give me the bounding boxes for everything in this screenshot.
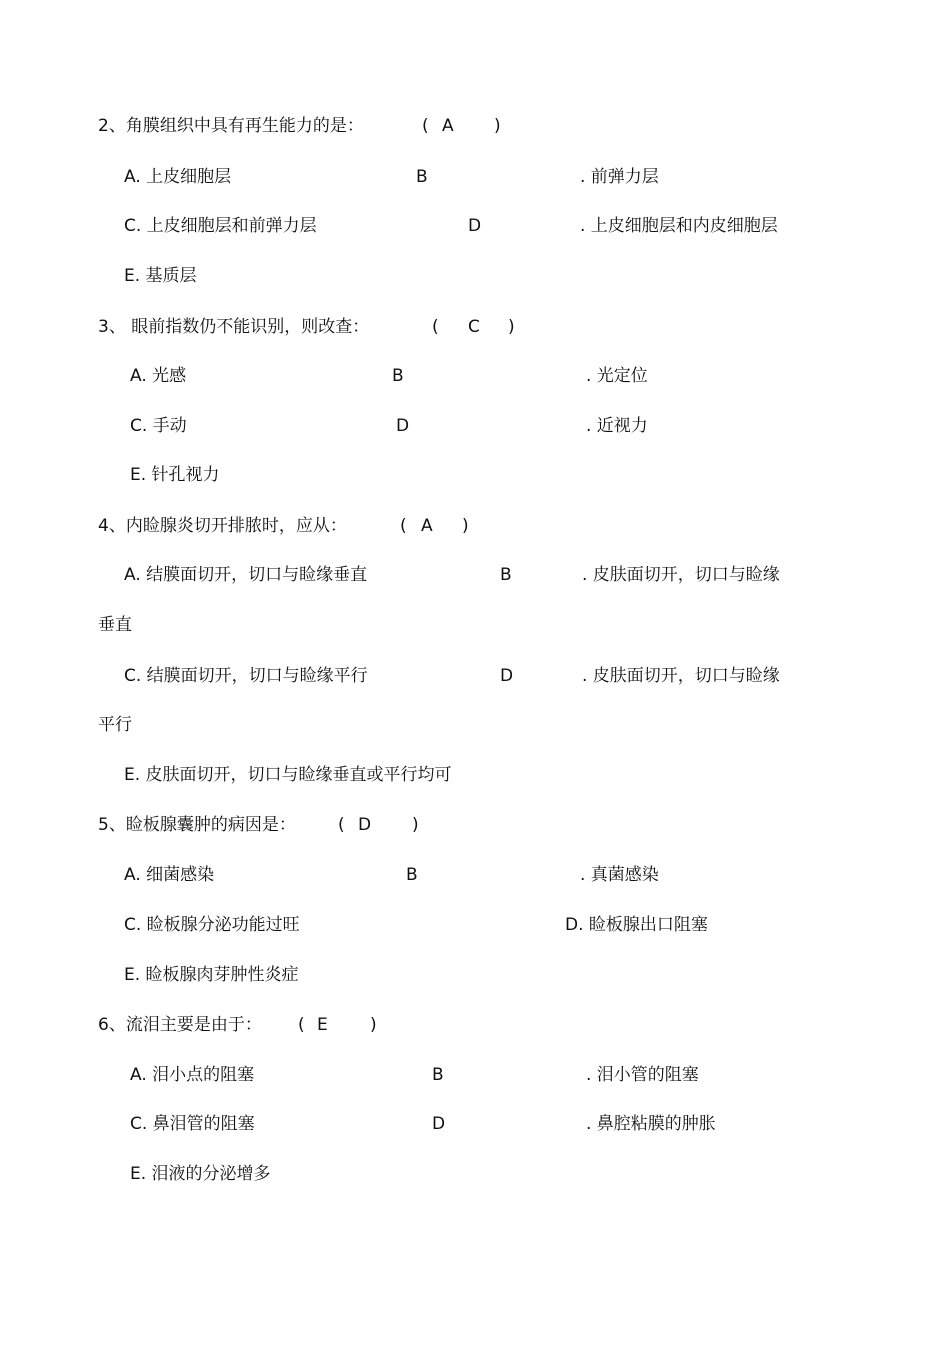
answer-close-paren: ) bbox=[370, 1015, 377, 1035]
option-b-continuation: 垂直 bbox=[98, 615, 132, 635]
option-b-text: . 真菌感染 bbox=[580, 865, 659, 885]
option-b-text: . 前弹力层 bbox=[580, 167, 659, 187]
option-b-letter: B bbox=[500, 565, 512, 585]
option-b-letter: B bbox=[432, 1065, 444, 1085]
answer-letter: A bbox=[421, 516, 433, 536]
option-c: C. 结膜面切开，切口与睑缘平行 bbox=[124, 666, 368, 686]
option-e: E. 皮肤面切开，切口与睑缘垂直或平行均可 bbox=[124, 765, 452, 785]
option-b-letter: B bbox=[416, 167, 428, 187]
option-e: E. 睑板腺肉芽肿性炎症 bbox=[124, 965, 299, 985]
option-b-text: . 泪小管的阻塞 bbox=[586, 1065, 699, 1085]
option-a: A. 结膜面切开，切口与睑缘垂直 bbox=[124, 565, 368, 585]
answer-open-paren: ( bbox=[432, 317, 439, 337]
option-d-letter: D bbox=[468, 216, 482, 236]
option-d-continuation: 平行 bbox=[98, 715, 132, 735]
option-b-text: . 皮肤面切开，切口与睑缘 bbox=[582, 565, 780, 585]
answer-letter: C bbox=[468, 317, 480, 337]
option-c: C. 睑板腺分泌功能过旺 bbox=[124, 915, 300, 935]
answer-letter: E bbox=[317, 1015, 328, 1035]
option-c: C. 上皮细胞层和前弹力层 bbox=[124, 216, 317, 236]
option-d-letter: D bbox=[432, 1114, 446, 1134]
option-b-text: . 光定位 bbox=[586, 366, 648, 386]
option-c: C. 鼻泪管的阻塞 bbox=[130, 1114, 255, 1134]
option-a: A. 上皮细胞层 bbox=[124, 167, 232, 187]
option-d-letter: D bbox=[396, 416, 410, 436]
answer-open-paren: ( bbox=[422, 116, 429, 136]
option-e: E. 针孔视力 bbox=[130, 465, 220, 485]
answer-close-paren: ) bbox=[508, 317, 515, 337]
option-d-text: . 鼻腔粘膜的肿胀 bbox=[586, 1114, 716, 1134]
option-a: A. 细菌感染 bbox=[124, 865, 215, 885]
answer-letter: D bbox=[358, 815, 372, 835]
option-e: E. 基质层 bbox=[124, 266, 197, 286]
question-stem: 4、内睑腺炎切开排脓时，应从： bbox=[98, 516, 347, 536]
option-d-text: . 近视力 bbox=[586, 416, 648, 436]
option-e: E. 泪液的分泌增多 bbox=[130, 1164, 271, 1184]
option-d: D. 睑板腺出口阻塞 bbox=[565, 915, 708, 935]
question-stem: 5、睑板腺囊肿的病因是： bbox=[98, 815, 296, 835]
option-a: A. 泪小点的阻塞 bbox=[130, 1065, 255, 1085]
question-stem: 6、流泪主要是由于： bbox=[98, 1015, 262, 1035]
option-b-letter: B bbox=[392, 366, 404, 386]
answer-open-paren: ( bbox=[338, 815, 345, 835]
answer-close-paren: ) bbox=[412, 815, 419, 835]
option-d-text: . 皮肤面切开，切口与睑缘 bbox=[582, 666, 780, 686]
answer-close-paren: ) bbox=[462, 516, 469, 536]
question-stem: 2、角膜组织中具有再生能力的是： bbox=[98, 116, 364, 136]
answer-letter: A bbox=[442, 116, 454, 136]
option-c: C. 手动 bbox=[130, 416, 187, 436]
answer-close-paren: ) bbox=[494, 116, 501, 136]
answer-open-paren: ( bbox=[298, 1015, 305, 1035]
answer-open-paren: ( bbox=[400, 516, 407, 536]
option-d-letter: D bbox=[500, 666, 514, 686]
option-b-letter: B bbox=[406, 865, 418, 885]
option-d-text: . 上皮细胞层和内皮细胞层 bbox=[580, 216, 778, 236]
option-a: A. 光感 bbox=[130, 366, 187, 386]
question-stem: 3、 眼前指数仍不能识别，则改查： bbox=[98, 317, 370, 337]
